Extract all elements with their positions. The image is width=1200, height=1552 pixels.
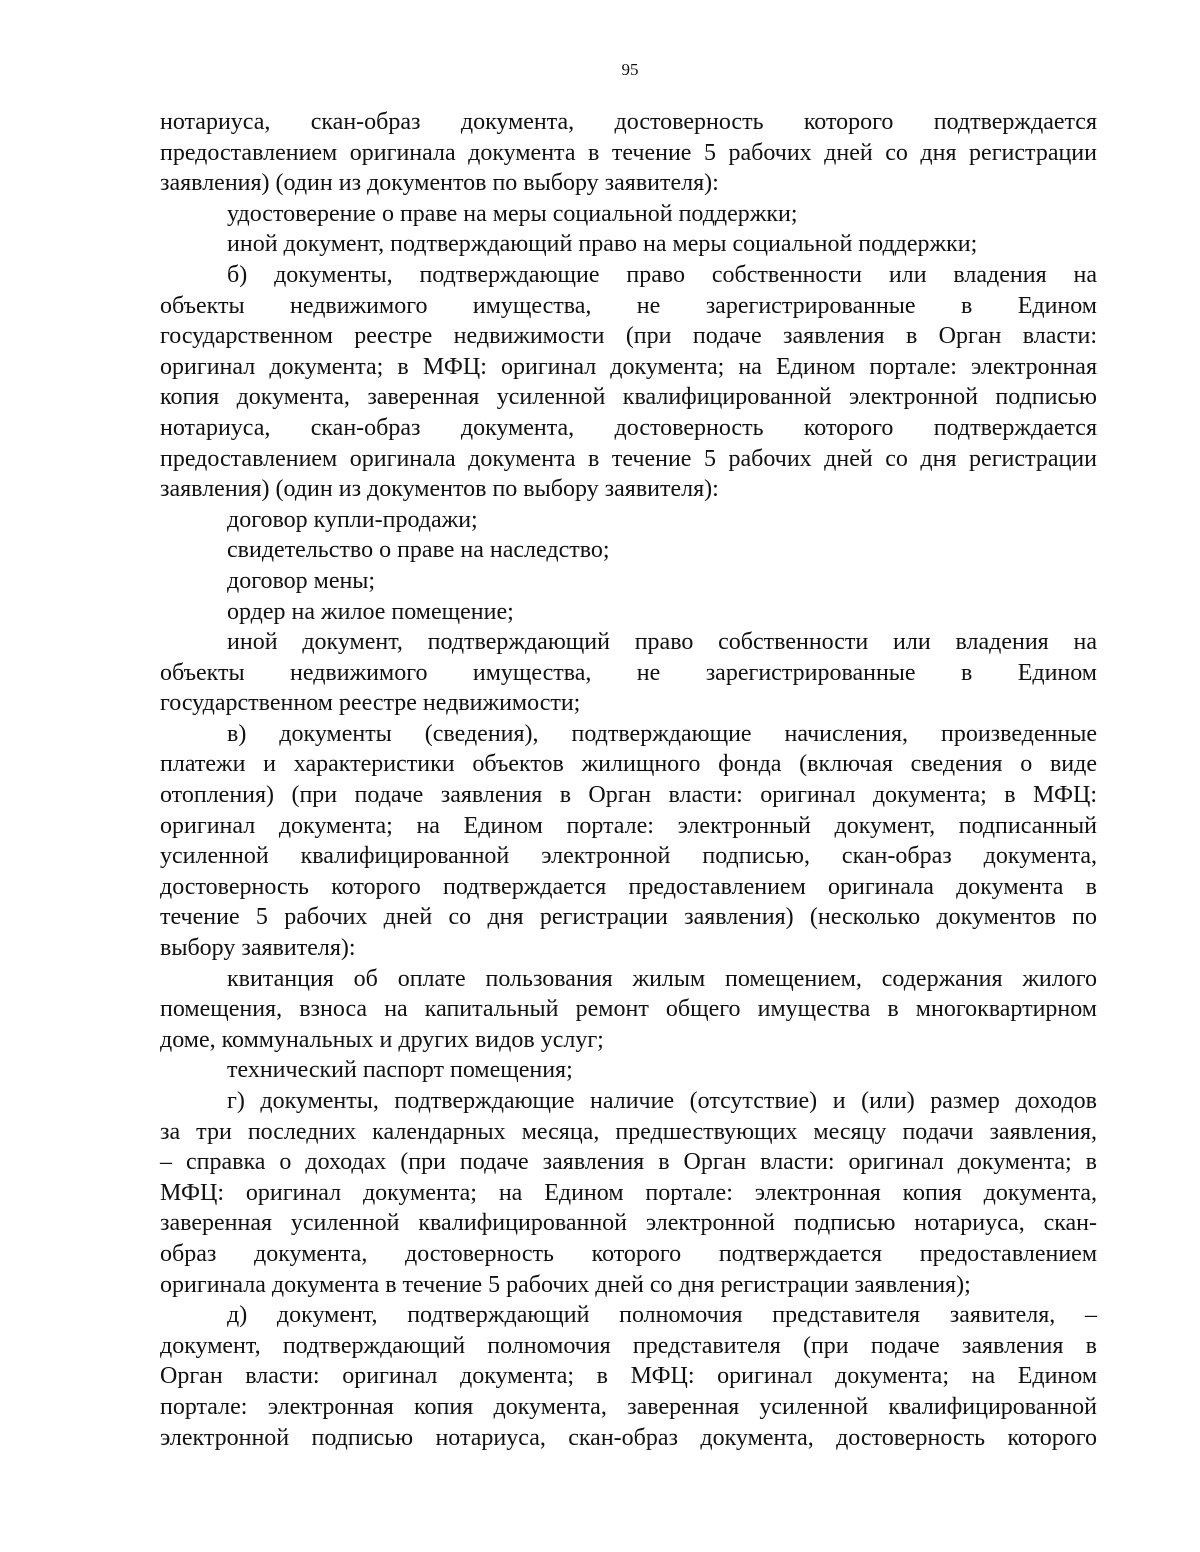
text-line: платежи и характеристики объектов жилищного фонда (включая сведения о виде: [160, 751, 1097, 778]
text-line: за три последних календарных месяца, предшествующих месяцу подачи заявления,: [160, 1118, 1097, 1145]
text-line: копия документа, заверенная усиленной квалифицированной электронной подписью: [160, 384, 1097, 411]
text-line: – справка о доходах (при подаче заявления в Орган власти: оригинал документа; в: [160, 1149, 1097, 1176]
text-line: б) документы, подтверждающие право собственности или владения на: [227, 261, 1097, 288]
text-line: свидетельство о праве на наследство;: [227, 537, 610, 564]
text-line: г) документы, подтверждающие наличие (отсутствие) и (или) размер доходов: [227, 1088, 1097, 1114]
text-line: доме, коммунальных и других видов услуг;: [160, 1026, 604, 1053]
text-line: усиленной квалифицированной электронной подписью, скан-образ документа,: [160, 843, 1097, 870]
text-line: договор купли-продажи;: [227, 506, 478, 533]
text-line: объекты недвижимого имущества, не зарегистрированные в Едином: [160, 292, 1097, 319]
text-line: оригинала документа в течение 5 рабочих дней со дня регистрации заявления);: [160, 1271, 971, 1298]
text-line: государственном реестре недвижимости;: [160, 690, 581, 717]
text-line: течение 5 рабочих дней со дня регистрации заявления) (несколько документов по: [160, 904, 1097, 931]
text-line: объекты недвижимого имущества, не зарегистрированные в Едином: [160, 659, 1097, 686]
text-line: удостоверение о праве на меры социальной поддержки;: [227, 200, 798, 227]
text-line: оригинал документа; в МФЦ: оригинал документа; на Едином портале: электронная: [160, 353, 1097, 380]
text-line: предоставлением оригинала документа в течение 5 рабочих дней со дня регистрации: [160, 139, 1097, 166]
text-line: достоверность которого подтверждается предоставлением оригинала документа в: [160, 873, 1097, 900]
text-line: иной документ, подтверждающий право собственности или владения на: [227, 629, 1097, 656]
text-line: Орган власти: оригинал документа; в МФЦ: оригинал документа; на Едином: [160, 1363, 1097, 1390]
text-line: государственном реестре недвижимости (при подаче заявления в Орган власти:: [160, 323, 1097, 350]
text-line: заявления) (один из документов по выбору заявителя):: [160, 476, 719, 503]
text-line: предоставлением оригинала документа в течение 5 рабочих дней со дня регистрации: [160, 445, 1097, 472]
text-line: электронной подписью нотариуса, скан-образ документа, достоверность которого: [160, 1424, 1097, 1451]
text-line: квитанция об оплате пользования жилым помещением, содержания жилого: [227, 965, 1097, 992]
text-line: нотариуса, скан-образ документа, достоверность которого подтверждается: [160, 414, 1097, 441]
text-line: образ документа, достоверность которого подтверждается предоставлением: [160, 1240, 1097, 1267]
document-body: [160, 107, 1097, 1453]
text-line: договор мены;: [227, 567, 376, 594]
text-line: выбору заявителя):: [160, 935, 356, 962]
text-line: отопления) (при подаче заявления в Орган власти: оригинал документа; в МФЦ:: [160, 782, 1097, 809]
text-line: оригинал документа; на Едином портале: электронный документ, подписанный: [160, 812, 1097, 839]
text-line: заверенная усиленной квалифицированной электронной подписью нотариуса, скан-: [160, 1210, 1097, 1237]
page-number: 95: [621, 60, 639, 79]
text-line: д) документ, подтверждающий полномочия представителя заявителя, –: [227, 1302, 1097, 1329]
text-line: портале: электронная копия документа, заверенная усиленной квалифицированной: [160, 1393, 1097, 1420]
text-line: ордер на жилое помещение;: [227, 598, 514, 625]
text-line: технический паспорт помещения;: [227, 1057, 573, 1084]
text-line: помещения, взноса на капитальный ремонт общего имущества в многоквартирном: [160, 996, 1097, 1023]
text-line: документ, подтверждающий полномочия представителя (при подаче заявления в: [160, 1332, 1097, 1359]
text-line: МФЦ: оригинал документа; на Едином портале: электронная копия документа,: [160, 1179, 1097, 1206]
text-line: нотариуса, скан-образ документа, достоверность которого подтверждается: [160, 109, 1097, 135]
text-line: заявления) (один из документов по выбору заявителя):: [160, 170, 719, 197]
text-line: иной документ, подтверждающий право на меры социальной поддержки;: [227, 231, 978, 258]
text-line: в) документы (сведения), подтверждающие начисления, произведенные: [227, 720, 1097, 747]
